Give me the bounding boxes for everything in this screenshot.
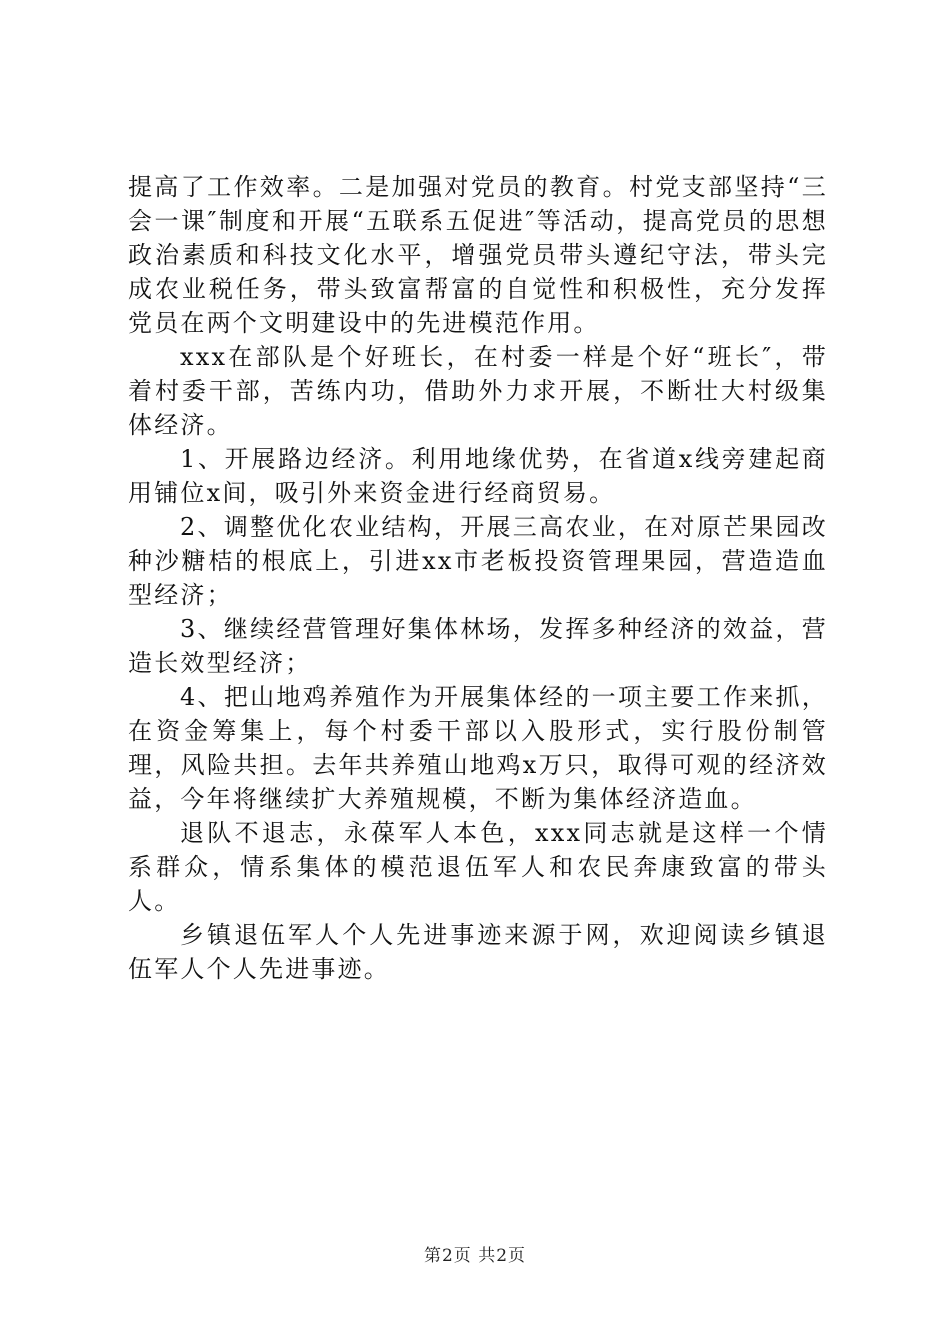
paragraph-item-3: 3、继续经营管理好集体林场，发挥多种经济的效益，营造长效型经济； [128, 615, 828, 677]
paragraph-conclusion: 退队不退志，永葆军人本色，xxx同志就是这样一个情系群众，情系集体的模范退伍军人和农民奔康致富的带头人。 [128, 819, 828, 915]
paragraph-item-1: 1、开展路边经济。利用地缘优势，在省道x线旁建起商用铺位x间，吸引外来资金进行经商贸易。 [128, 445, 828, 507]
document-body [128, 170, 828, 986]
paragraph-squad-leader: xxx在部队是个好班长，在村委一样是个好“班长″，带着村委干部，苦练内功，借助外力求开展，不断壮大村级集体经济。 [128, 343, 828, 439]
paragraph-source-note: 乡镇退伍军人个人先进事迹来源于网，欢迎阅读乡镇退伍军人个人先进事迹。 [128, 921, 828, 983]
page-number-footer: 第2页 共2页 [423, 1246, 527, 1266]
paragraph-item-2: 2、调整优化农业结构，开展三高农业，在对原芒果园改种沙糖桔的根底上，引进xx市老板投资管理果园，营造造血型经济； [128, 513, 828, 609]
paragraph-item-4: 4、把山地鸡养殖作为开展集体经的一项主要工作来抓，在资金筹集上，每个村委干部以入股形式，实行股份制管理，风险共担。去年共养殖山地鸡x万只，取得可观的经济效益，今年将继续扩大养殖规模，不断为集体经济造血。 [128, 683, 828, 813]
paragraph-continuation: 提高了工作效率。二是加强对党员的教育。村党支部坚持“三会一课″制度和开展“五联系五促进″等活动，提高党员的思想政治素质和科技文化水平，增强党员带头遵纪守法，带头完成农业税任务，带头致富帮富的自觉性和积极性，充分发挥党员在两个文明建设中的先进模范作用。 [128, 173, 828, 337]
